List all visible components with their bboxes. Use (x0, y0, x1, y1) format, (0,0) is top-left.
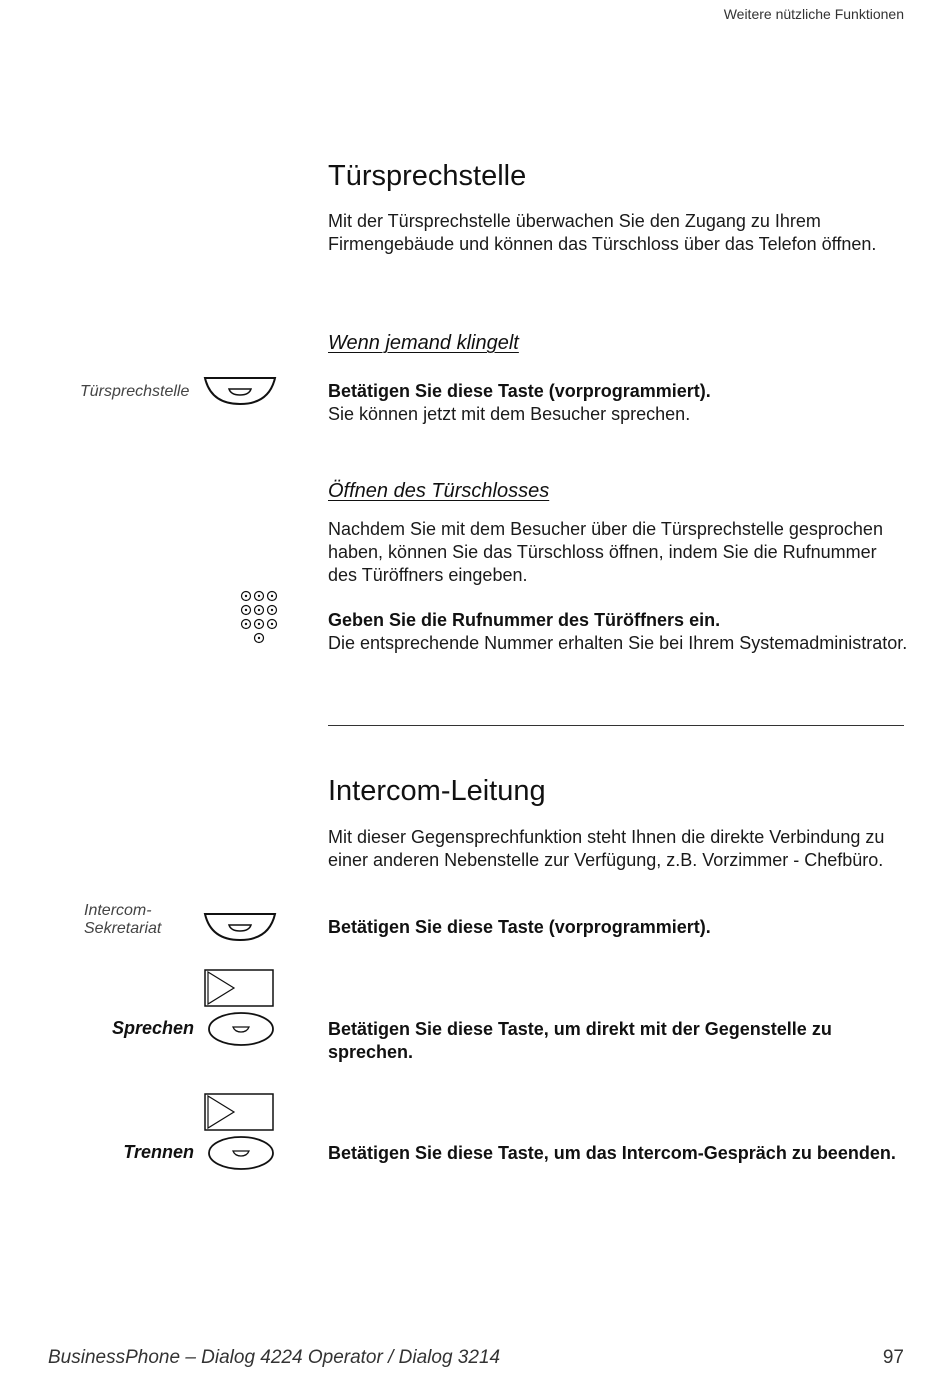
subheading-open-lock: Öffnen des Türschlosses (328, 480, 550, 502)
section-title-door: Türsprechstelle (328, 160, 527, 192)
open-lock-step (328, 609, 908, 655)
keypad-icon[interactable] (240, 590, 280, 646)
ring-instruction: Betätigen Sie diese Taste (vorprogrammiert). (328, 381, 711, 401)
intercom-key-label-line2: Sekretariat (84, 920, 162, 937)
ring-step (328, 380, 908, 426)
speak-label: Sprechen (111, 1018, 194, 1038)
intercom-key-instruction: Betätigen Sie diese Taste (vorprogrammiert). (328, 917, 711, 937)
open-lock-instruction: Geben Sie die Rufnummer des Türöffners ein. (328, 610, 721, 630)
end-label: Trennen (123, 1142, 194, 1162)
page-number: 97 (882, 1347, 904, 1368)
end-step (328, 1142, 903, 1165)
speak-instruction: Betätigen Sie diese Taste, um direkt mit der Gegenstelle zu sprechen. (328, 1019, 832, 1062)
ring-detail: Sie können jetzt mit dem Besucher sprechen. (328, 404, 691, 424)
door-key-icon[interactable] (203, 376, 277, 406)
door-intro: Mit der Türsprechstelle überwachen Sie den Zugang zu Ihrem Firmengebäude und können das Türschloss über das Telefon öffnen. (328, 211, 877, 254)
end-instruction: Betätigen Sie diese Taste, um das Intercom-Gespräch zu beenden. (328, 1143, 896, 1163)
open-lock-intro: Nachdem Sie mit dem Besucher über die Türsprechstelle gesprochen haben, können Sie das Türschloss öffnen, indem Sie die Rufnummer des Türöffners eingeben. (328, 519, 883, 585)
intercom-intro: Mit dieser Gegensprechfunktion steht Ihnen die direkte Verbindung zu einer anderen Nebenstelle zur Verfügung, z.B. Vorzimmer - Chefbüro. (328, 827, 885, 870)
end-button-icon[interactable] (207, 1135, 275, 1171)
section-title-intercom: Intercom-Leitung (328, 775, 546, 807)
speak-button-icon[interactable] (207, 1011, 275, 1047)
intercom-key-icon[interactable] (203, 912, 277, 942)
open-lock-detail: Die entsprechende Nummer erhalten Sie bei Ihrem Systemadministrator. (328, 633, 908, 653)
speak-step (328, 1018, 903, 1064)
running-header: Weitere nützliche Funktionen (723, 6, 904, 22)
intercom-key-label-line1: Intercom- (84, 902, 152, 919)
section-divider (328, 725, 904, 726)
speak-display-icon (204, 969, 274, 1007)
intercom-key-step (328, 916, 908, 939)
door-key-label: Türsprechstelle (80, 383, 190, 400)
subheading-ring: Wenn jemand klingelt (328, 332, 519, 354)
end-display-icon (204, 1093, 274, 1131)
footer-title: BusinessPhone – Dialog 4224 Operator / Dialog 3214 (48, 1347, 501, 1368)
intercom-key-label (84, 902, 161, 938)
